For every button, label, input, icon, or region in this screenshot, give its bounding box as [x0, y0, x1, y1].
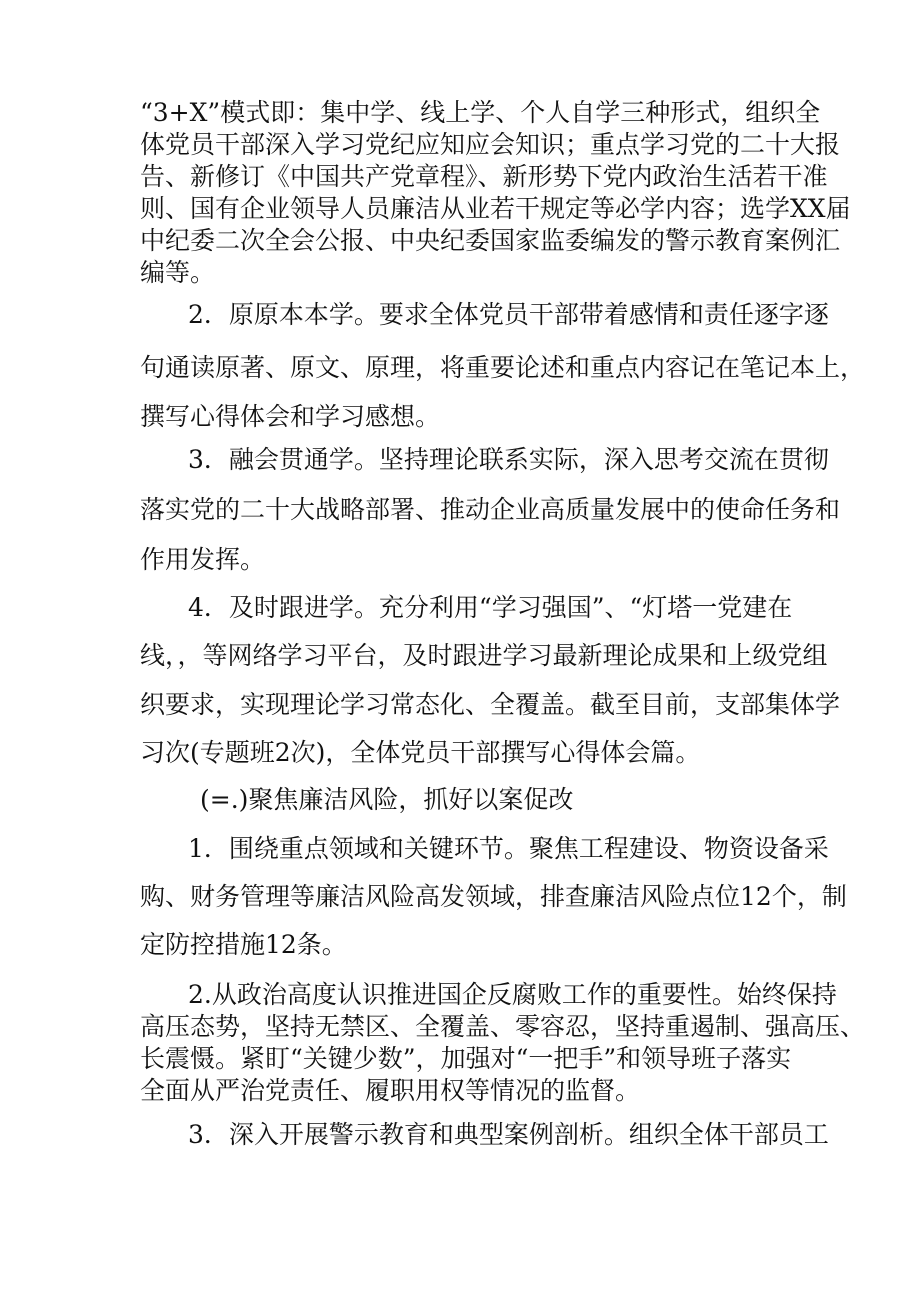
paragraph-line: 编等。 [140, 258, 216, 287]
paragraph-line: 3．深入开展警示教育和典型案例剖析。组织全体干部员工 [188, 1120, 829, 1149]
paragraph-line: 1．围绕重点领域和关键环节。聚焦工程建设、物资设备采 [188, 834, 829, 863]
paragraph-line: 购、财务管理等廉洁风险高发领域，排查廉洁风险点位12个，制 [140, 882, 847, 911]
paragraph-line: 定防控措施12条。 [140, 930, 347, 959]
paragraph-line: 3．融会贯通学。坚持理论联系实际，深入思考交流在贯彻 [188, 445, 829, 474]
paragraph-line: 线，，等网络学习平台，及时跟进学习最新理论成果和上级党组 [140, 641, 828, 670]
paragraph-line: 体党员干部深入学习党纪应知应会知识；重点学习党的二十大报 [140, 130, 841, 159]
paragraph-line: 2．原原本本学。要求全体党员干部带着感情和责任逐字逐 [188, 300, 829, 329]
paragraph-line: 全面从严治党责任、履职用权等情况的监督。 [140, 1076, 641, 1105]
paragraph-line: “3+X”模式即：集中学、线上学、个人自学三种形式，组织全 [140, 98, 821, 127]
paragraph-line: 告、新修订《中国共产党章程》、新形势下党内政治生活若干准 [140, 162, 828, 191]
paragraph-line: 4．及时跟进学。充分利用“学习强国”、“灯塔一党建在 [188, 593, 793, 622]
paragraph-line: 高压态势，坚持无禁区、全覆盖、零容忍，坚持重遏制、强高压、 [140, 1012, 866, 1041]
paragraph-line: 习次(专题班2次)，全体党员干部撰写心得体会篇。 [140, 738, 701, 767]
paragraph-line: 句通读原著、原文、原理，将重要论述和重点内容记在笔记本上， [140, 353, 866, 382]
paragraph-line: 则、国有企业领导人员廉洁从业若干规定等必学内容；选学XX届 [140, 194, 851, 223]
paragraph-line: 长震慑。紧盯“关键少数”，加强对“一把手”和领导班子落实 [140, 1044, 792, 1073]
paragraph-line: 中纪委二次全会公报、中央纪委国家监委编发的警示教育案例汇 [140, 226, 841, 255]
paragraph-line: 织要求，实现理论学习常态化、全覆盖。截至目前，支部集体学 [140, 690, 841, 719]
paragraph-line: 2.从政治高度认识推进国企反腐败工作的重要性。始终保持 [188, 980, 837, 1009]
section-heading: (=.)聚焦廉洁风险，抓好以案促改 [200, 785, 574, 814]
paragraph-line: 落实党的二十大战略部署、推动企业高质量发展中的使命任务和 [140, 495, 841, 524]
paragraph-line: 撰写心得体会和学习感想。 [140, 402, 441, 431]
paragraph-line: 作用发挥。 [140, 545, 266, 574]
